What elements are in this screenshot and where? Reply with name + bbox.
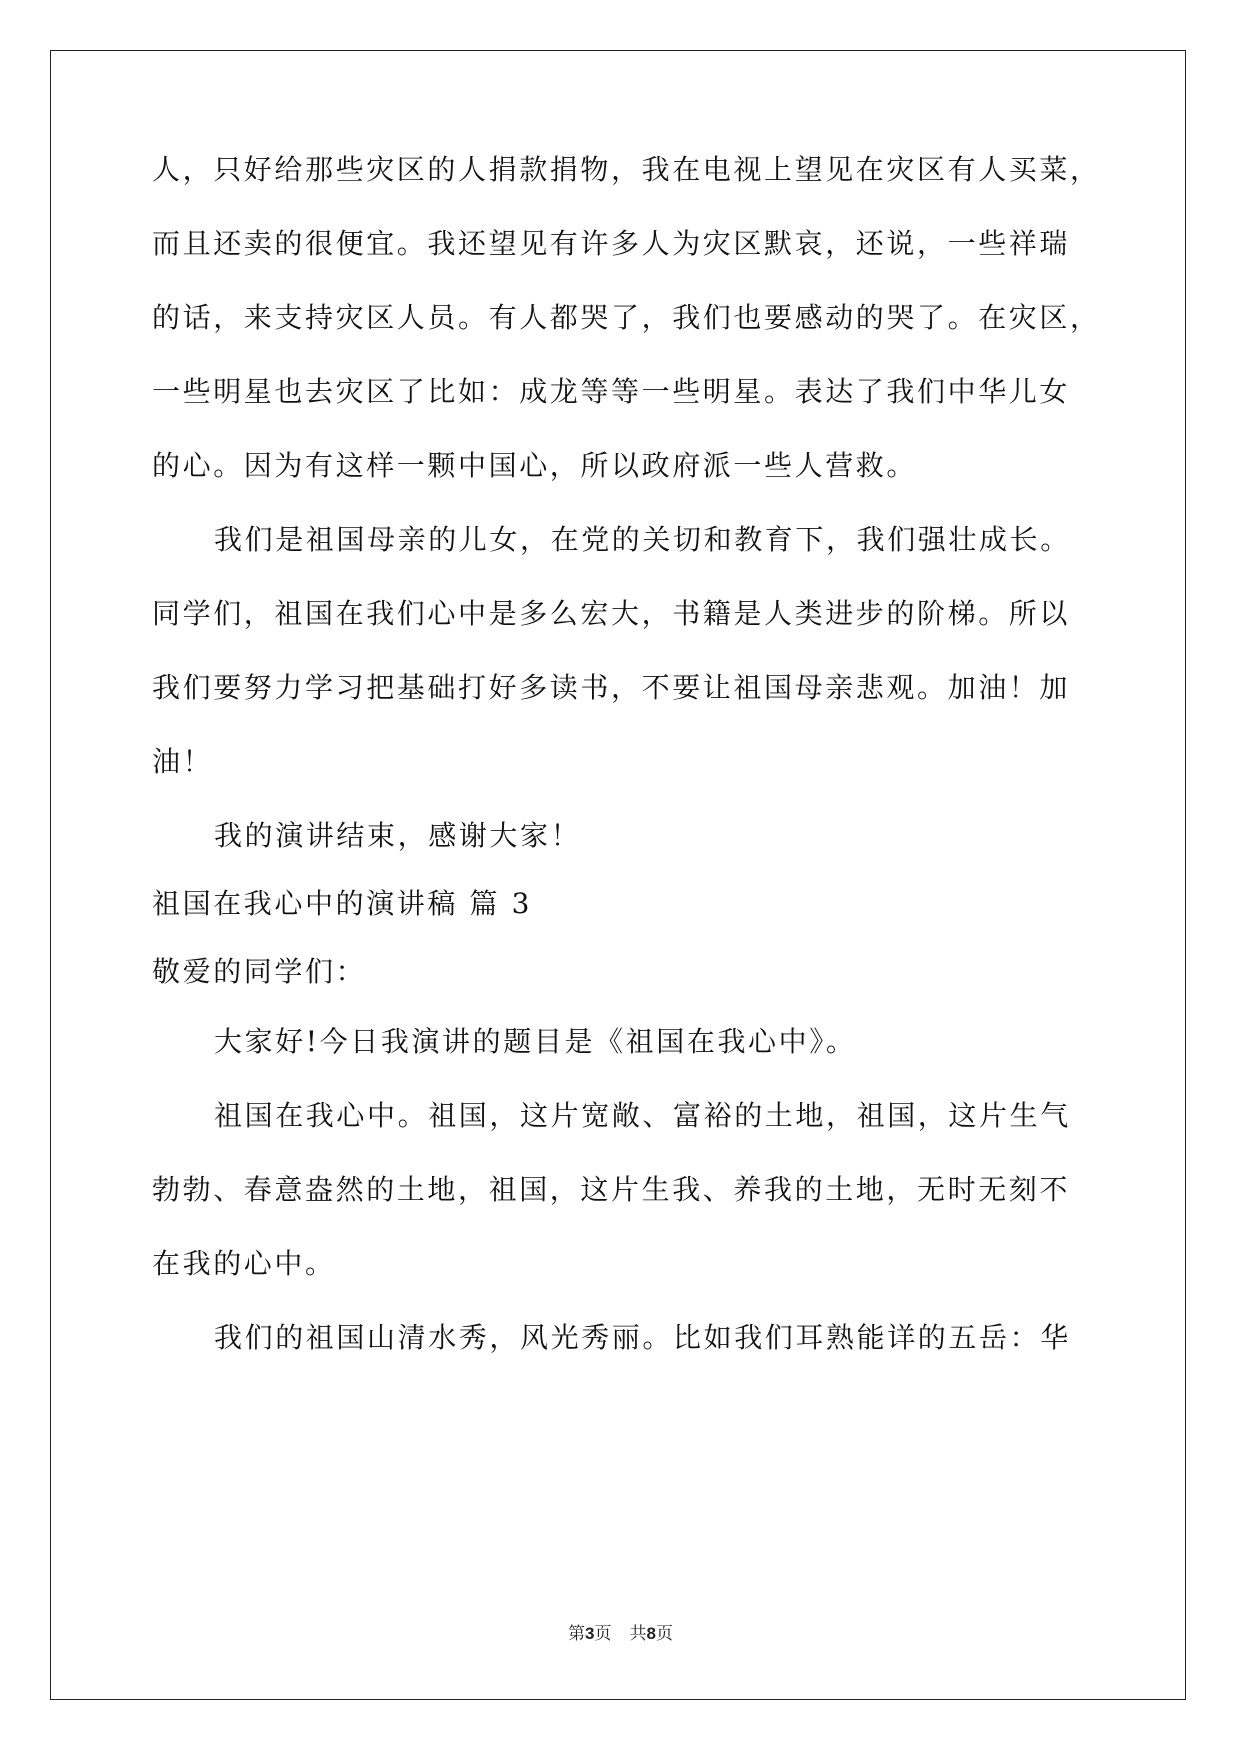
text-line: 在我的心中。 [152, 1247, 336, 1280]
text-line: 而且还卖的很便宜。我还望见有许多人为灾区默哀，还说，一些祥瑞 [152, 227, 1071, 260]
current-page-number: 3 [585, 1624, 595, 1643]
salutation: 敬爱的同学们： [152, 955, 367, 988]
footer-total-unit: 页 [655, 1624, 673, 1644]
text-line: 我们要努力学习把基础打好多读书，不要让祖国母亲悲观。加油！加 [152, 671, 1071, 704]
text-line: 一些明星也去灾区了比如：成龙等等一些明星。表达了我们中华儿女 [152, 375, 1071, 408]
footer-prefix: 第 [568, 1624, 586, 1644]
footer-total-prefix: 共 [629, 1624, 647, 1644]
paragraph-first-line: 我们是祖国母亲的儿女，在党的关切和教育下，我们强壮成长。 [214, 523, 1071, 556]
paragraph-first-line: 大家好!今日我演讲的题目是《祖国在我心中》。 [214, 1025, 857, 1058]
paragraph-first-line: 祖国在我心中。祖国，这片宽敞、富裕的土地，祖国，这片生气 [214, 1099, 1071, 1132]
text-line: 的心。因为有这样一颗中国心，所以政府派一些人营救。 [152, 449, 918, 482]
paragraph-first-line: 我们的祖国山清水秀，风光秀丽。比如我们耳熟能详的五岳：华 [214, 1321, 1071, 1354]
text-line: 的话，来支持灾区人员。有人都哭了，我们也要感动的哭了。在灾区， [152, 301, 1101, 334]
text-line: 勃勃、春意盎然的土地，祖国，这片生我、养我的土地，无时无刻不 [152, 1173, 1071, 1206]
section-heading: 祖国在我心中的演讲稿 篇 3 [152, 887, 533, 920]
closing-line: 我的演讲结束，感谢大家！ [214, 819, 582, 852]
total-pages-number: 8 [646, 1624, 656, 1643]
text-line: 人，只好给那些灾区的人捐款捐物，我在电视上望见在灾区有人买菜， [152, 153, 1101, 186]
page-footer [0, 1622, 1241, 1646]
text-line: 同学们，祖国在我们心中是多么宏大，书籍是人类进步的阶梯。所以 [152, 597, 1071, 630]
text-line: 油！ [152, 745, 214, 778]
footer-page-unit: 页 [594, 1624, 612, 1644]
